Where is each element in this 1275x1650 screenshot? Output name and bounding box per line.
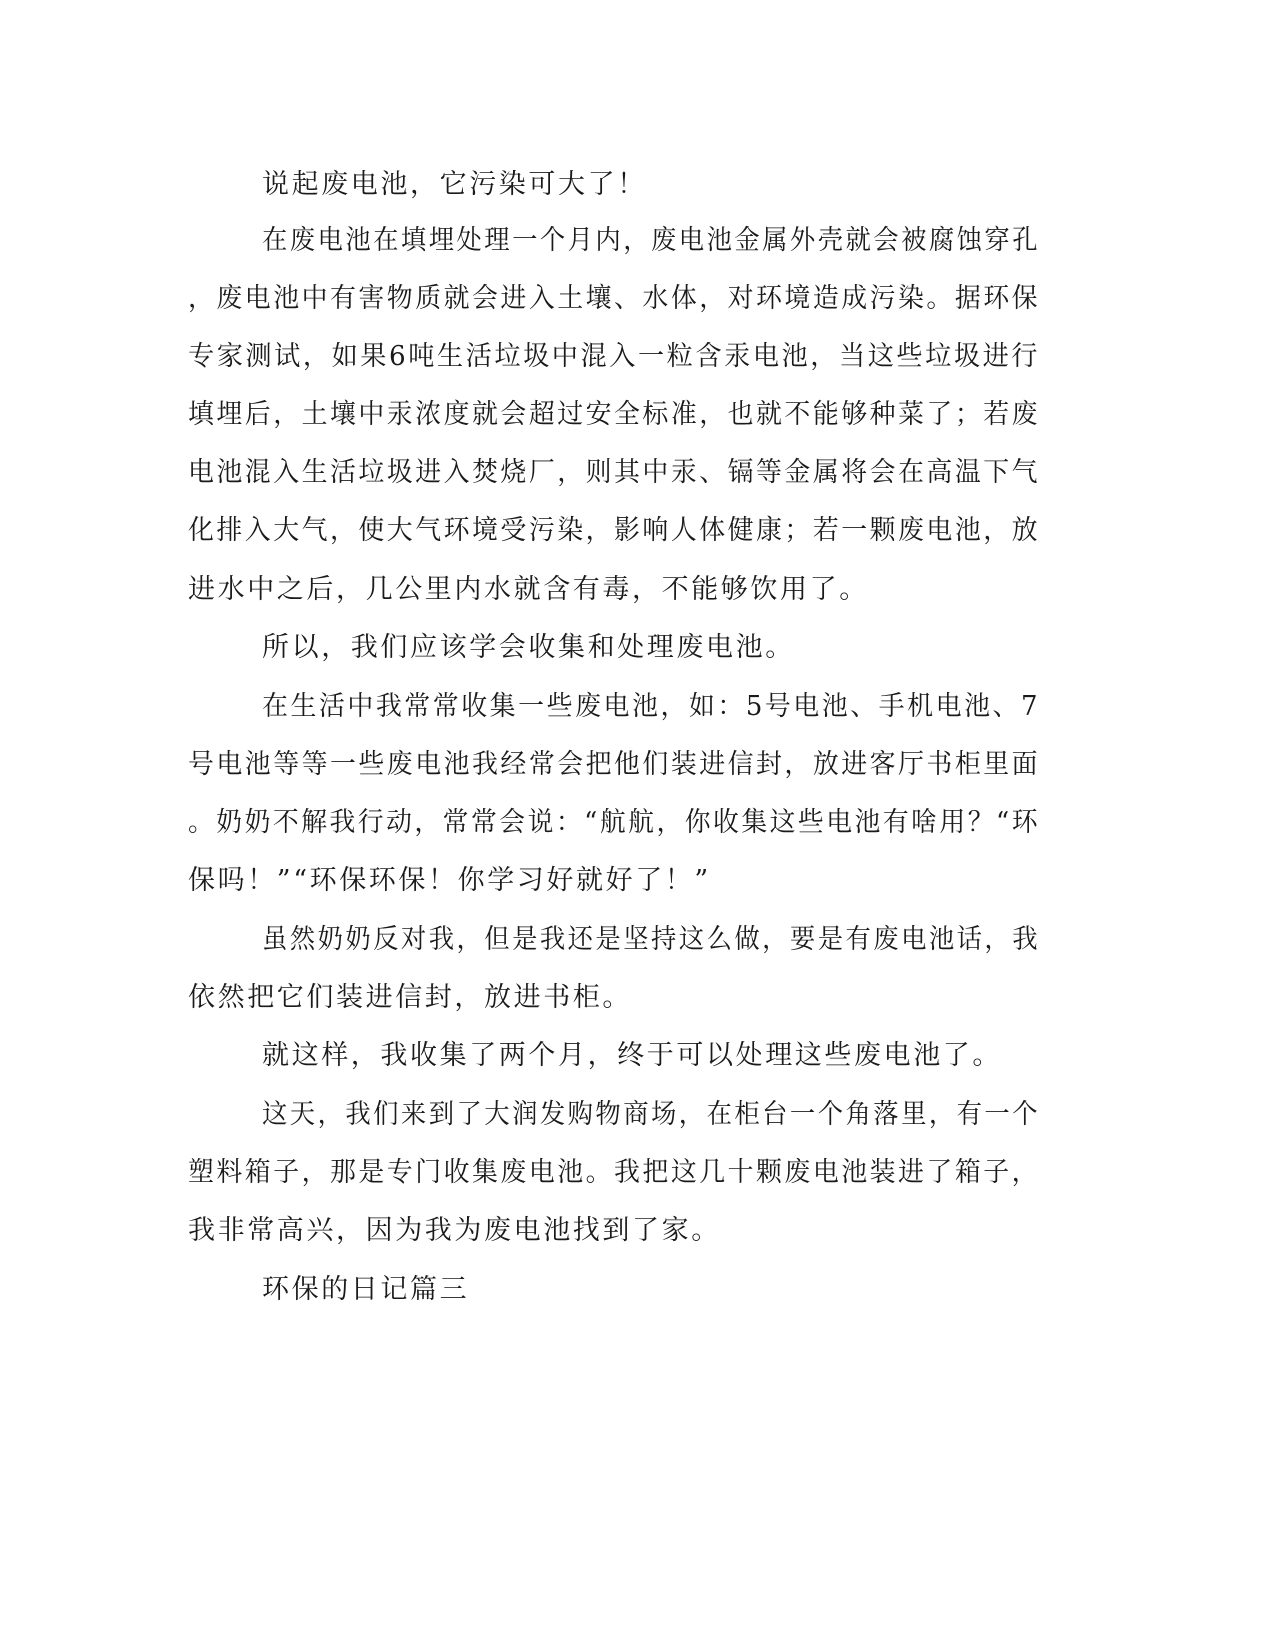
section-heading: 环保的日记篇三 (262, 1274, 470, 1305)
paragraph-line: 专家测试，如果6吨生活垃圾中混入一粒含汞电池，当这些垃圾进行 (188, 341, 1041, 372)
paragraph-line: 说起废电池，它污染可大了！ (262, 169, 647, 200)
paragraph-line: 塑料箱子，那是专门收集废电池。我把这几十颗废电池装进了箱子， (188, 1157, 1041, 1188)
paragraph-line: 虽然奶奶反对我，但是我还是坚持这么做，要是有废电池话，我 (262, 924, 1041, 955)
paragraph-line: 在生活中我常常收集一些废电池，如：5号电池、手机电池、7 (262, 691, 1041, 722)
paragraph-line: 化排入大气，使大气环境受污染，影响人体健康；若一颗废电池，放 (188, 515, 1041, 546)
paragraph-line: 依然把它们装进信封，放进书柜。 (188, 982, 632, 1013)
paragraph-line: 在废电池在填埋处理一个月内，废电池金属外壳就会被腐蚀穿孔 (262, 225, 1041, 256)
paragraph-line: 电池混入生活垃圾进入焚烧厂，则其中汞、镉等金属将会在高温下气 (188, 457, 1041, 488)
paragraph-line: ，废电池中有害物质就会进入土壤、水体，对环境造成污染。据环保 (188, 283, 1041, 314)
paragraph-line: 进水中之后，几公里内水就含有毒，不能够饮用了。 (188, 574, 869, 605)
paragraph-line: 我非常高兴，因为我为废电池找到了家。 (188, 1215, 721, 1246)
paragraph-line: 填埋后，土壤中汞浓度就会超过安全标准，也就不能够种菜了；若废 (188, 399, 1041, 430)
paragraph-line: 保吗！”“环保环保！你学习好就好了！” (188, 865, 711, 896)
paragraph-line: 就这样，我收集了两个月，终于可以处理这些废电池了。 (262, 1040, 1002, 1071)
paragraph-line: 这天，我们来到了大润发购物商场，在柜台一个角落里，有一个 (262, 1099, 1041, 1130)
paragraph-line: 号电池等等一些废电池我经常会把他们装进信封，放进客厅书柜里面 (188, 749, 1041, 780)
paragraph-line: 所以，我们应该学会收集和处理废电池。 (262, 632, 795, 663)
paragraph-line: 。奶奶不解我行动，常常会说：“航航，你收集这些电池有啥用？“环 (188, 807, 1041, 838)
